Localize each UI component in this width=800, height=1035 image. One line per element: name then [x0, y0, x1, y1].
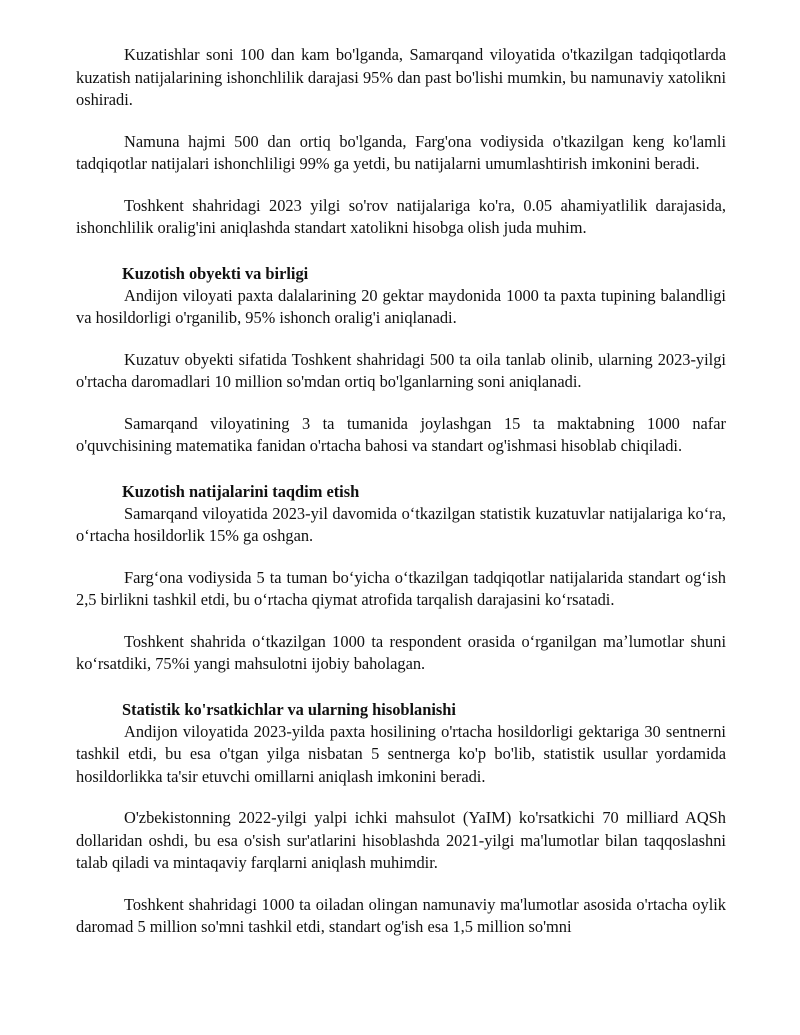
paragraph: Andijon viloyati paxta dalalarining 20 gektar maydonida 1000 ta paxta tupining balandligi va hosildorligi o'rganilib, 95% ishonch oralig'i aniqlanadi.: [76, 285, 726, 327]
paragraph: Toshkent shahridagi 2023 yilgi so'rov natijalariga ko'ra, 0.05 ahamiyatlilik darajasida, ishonchlilik oralig'ini aniqlashda standart xatolikni hisobga olish juda muhim.: [76, 195, 726, 237]
paragraph: O'zbekistonning 2022-yilgi yalpi ichki mahsulot (YaIM) ko'rsatkichi 70 milliard AQSh dollaridan oshdi, bu esa o'sish sur'atlarini hisoblashda 2021-yilgi ma'lumotlar bilan taqqoslashni talab qiladi va mintaqaviy farqlarni aniqlash muhimdir.: [76, 808, 726, 872]
paragraph: Andijon viloyatida 2023-yilda paxta hosilining o'rtacha hosildorligi gektariga 30 sentnerni tashkil etdi, bu esa o'tgan yilga nisbatan 5 sentnerga ko'p bo'lib, statistik usullar yordamida hosildorlikka ta'sir etuvchi omillarni aniqlash imkonini beradi.: [76, 721, 726, 786]
paragraph: Fargʻona vodiysida 5 ta tuman boʻyicha oʻtkazilgan tadqiqotlar natijalarida standart ogʻish 2,5 birlikni tashkil etdi, bu oʻrtacha qiymat atrofida tarqalish darajasini koʻrsatadi.: [76, 567, 726, 609]
paragraph: Samarqand viloyatida 2023-yil davomida oʻtkazilgan statistik kuzatuvlar natijalariga koʻra, oʻrtacha hosildorlik 15% ga oshgan.: [76, 503, 726, 545]
section-heading: Statistik ko'rsatkichlar va ularning hisoblanishi: [122, 699, 456, 719]
paragraph: Kuzatuv obyekti sifatida Toshkent shahridagi 500 ta oila tanlab olinib, ularning 2023-yilgi o'rtacha daromadlari 10 million so'mdan ortiq bo'lganlarning soni aniqlanadi.: [76, 349, 726, 391]
paragraph: Toshkent shahrida oʻtkazilgan 1000 ta respondent orasida oʻrganilgan maʼlumotlar shuni koʻrsatdiki, 75%i yangi mahsulotni ijobiy baholagan.: [76, 631, 726, 673]
section-heading: Kuzotish obyekti va birligi: [122, 263, 309, 283]
paragraph: Toshkent shahridagi 1000 ta oiladan olingan namunaviy ma'lumotlar asosida o'rtacha oylik daromad 5 million so'mni tashkil etdi, standart og'ish esa 1,5 million so'mni: [76, 894, 726, 936]
paragraph: Namuna hajmi 500 dan ortiq bo'lganda, Farg'ona vodiysida o'tkazilgan keng ko'lamli tadqiqotlar natijalari ishonchliligi 99% ga yetdi, bu natijalarni umumlashtirish imkonini beradi.: [76, 131, 726, 173]
section-heading: Kuzotish natijalarini taqdim etish: [122, 481, 360, 501]
paragraph: Kuzatishlar soni 100 dan kam bo'lganda, Samarqand viloyatida o'tkazilgan tadqiqotlarda kuzatish natijalarining ishonchlilik darajasi 95% dan past bo'lishi mumkin, bu namunaviy xatolikni oshiradi.: [76, 45, 726, 109]
paragraph: Samarqand viloyatining 3 ta tumanida joylashgan 15 ta maktabning 1000 nafar o'quvchisining matematika fanidan o'rtacha bahosi va standart og'ishmasi hisoblab chiqiladi.: [76, 413, 726, 455]
